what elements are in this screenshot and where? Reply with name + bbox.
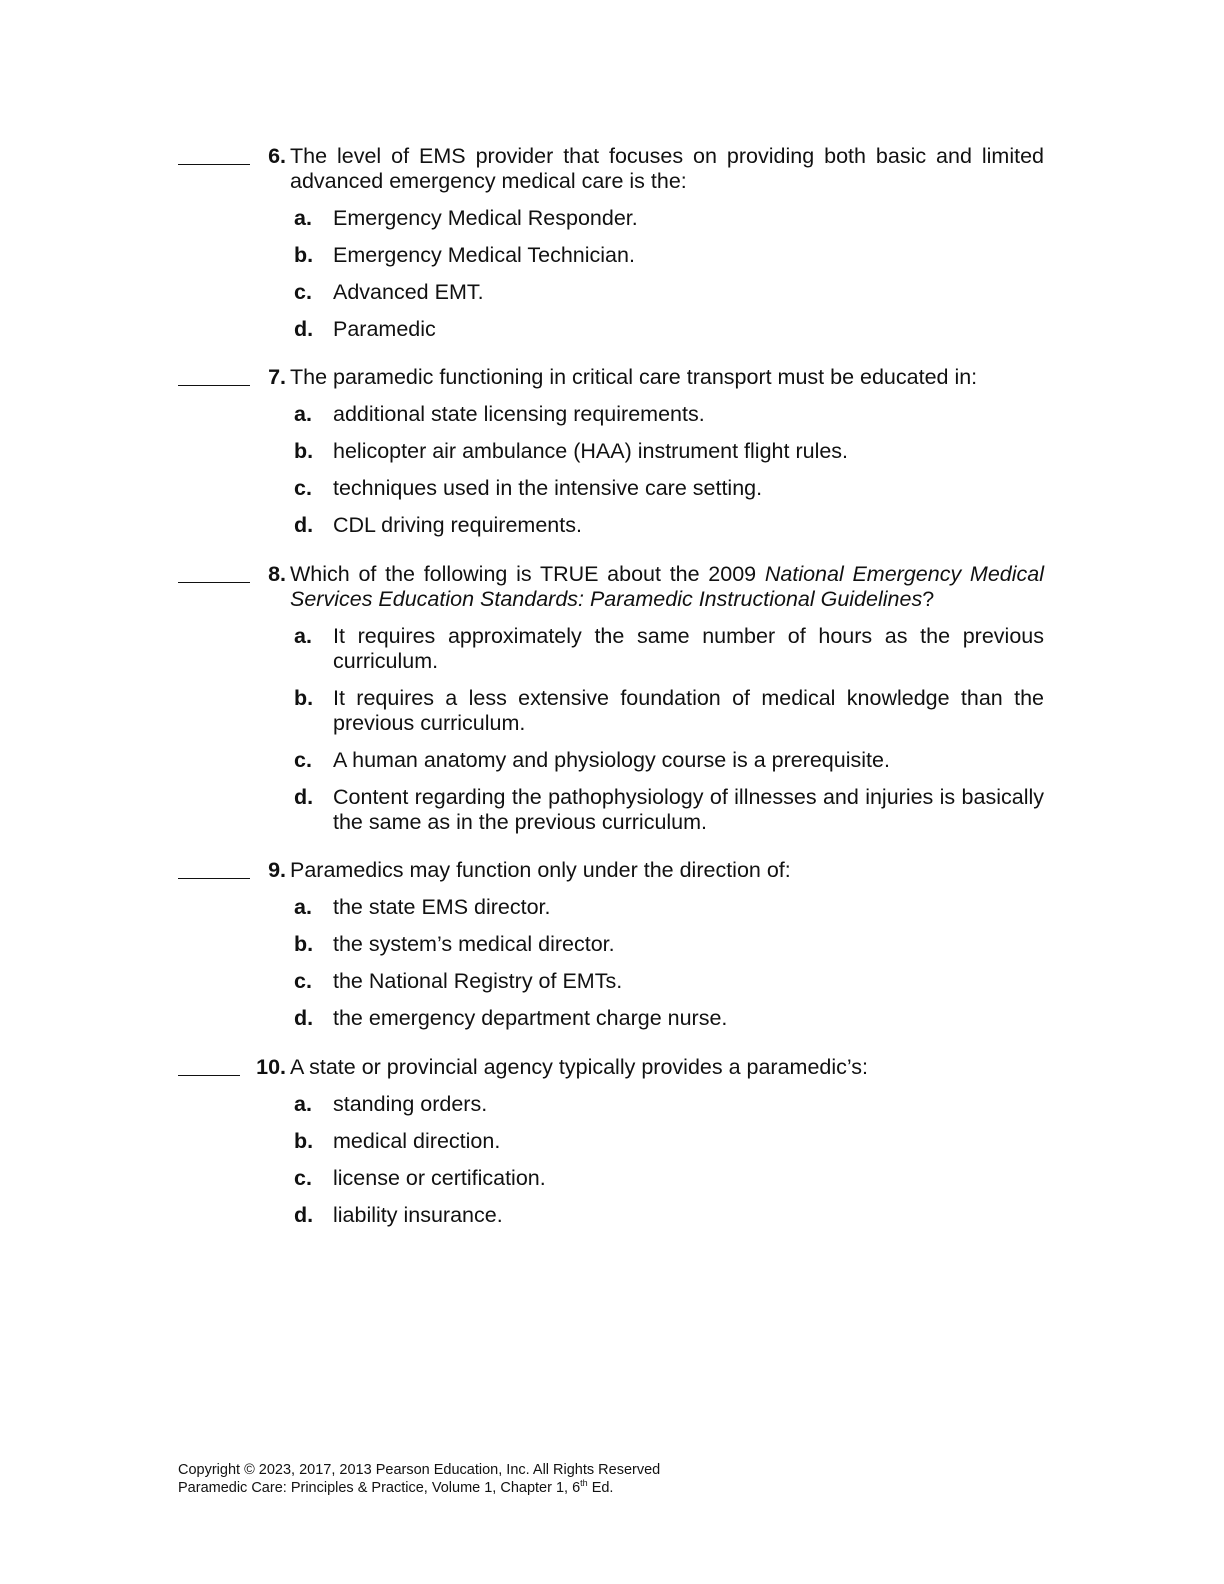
question-stem: A state or provincial agency typically provides a paramedic’s:: [290, 1055, 869, 1079]
option-b: [294, 932, 1044, 957]
question-number: 8.: [268, 562, 286, 586]
option-d: [294, 317, 1044, 342]
option-list: [178, 206, 1044, 342]
option-text: Paramedic: [333, 317, 436, 341]
copyright-line: Copyright © 2023, 2017, 2013 Pearson Education, Inc. All Rights Reserved: [178, 1462, 661, 1478]
option-d: [294, 1006, 1044, 1031]
question-stem-end: ?: [922, 587, 935, 611]
option-b: [294, 439, 1044, 464]
answer-blank-6[interactable]: [178, 144, 250, 165]
option-letter: c.: [294, 969, 312, 993]
option-letter: c.: [294, 280, 312, 304]
option-text: the emergency department charge nurse.: [333, 1006, 728, 1030]
question-stem: [290, 562, 1044, 612]
option-text: A human anatomy and physiology course is a prerequisite.: [333, 748, 890, 772]
option-text: helicopter air ambulance (HAA) instrument flight rules.: [333, 439, 849, 463]
option-b: [294, 686, 1044, 736]
option-b: [294, 1129, 1044, 1154]
option-list: [178, 1092, 1044, 1228]
question-8: [178, 562, 1044, 847]
answer-blank-9[interactable]: [178, 858, 250, 879]
option-letter: a.: [294, 1092, 312, 1116]
option-letter: a.: [294, 206, 312, 230]
option-letter: c.: [294, 748, 312, 772]
question-9: [178, 858, 1044, 1043]
citation-text: Paramedic Care: Principles & Practice, Volume 1, Chapter 1, 6: [178, 1480, 581, 1496]
option-c: [294, 969, 1044, 994]
option-d: [294, 1203, 1044, 1228]
option-text: the state EMS director.: [333, 895, 551, 919]
option-c: [294, 476, 1044, 501]
option-letter: b.: [294, 1129, 314, 1153]
option-d: [294, 785, 1044, 835]
question-number: 7.: [268, 365, 286, 389]
option-b: [294, 243, 1044, 268]
option-letter: a.: [294, 624, 312, 648]
question-6: [178, 144, 1044, 354]
question-stem: Paramedics may function only under the direction of:: [290, 858, 791, 882]
option-text: Advanced EMT.: [333, 280, 484, 304]
option-letter: d.: [294, 785, 314, 809]
option-c: [294, 1166, 1044, 1191]
book-citation: [178, 1479, 660, 1497]
option-list: [178, 624, 1044, 835]
answer-blank-7[interactable]: [178, 365, 250, 386]
option-letter: d.: [294, 317, 314, 341]
ordinal-suffix: th: [580, 1478, 588, 1488]
option-list: [178, 402, 1044, 538]
page-footer: [178, 1461, 660, 1497]
option-text: liability insurance.: [333, 1203, 503, 1227]
option-text: techniques used in the intensive care setting.: [333, 476, 763, 500]
option-letter: b.: [294, 686, 314, 710]
option-letter: b.: [294, 243, 314, 267]
option-text: Emergency Medical Technician.: [333, 243, 635, 267]
option-letter: a.: [294, 895, 312, 919]
option-letter: d.: [294, 513, 314, 537]
question-number: 9.: [268, 858, 286, 882]
publication-title: National Emergency Medical Services Education Standards: Paramedic Instructional Guidelines: [290, 562, 1045, 611]
option-text: the National Registry of EMTs.: [333, 969, 623, 993]
option-c: [294, 748, 1044, 773]
option-letter: c.: [294, 1166, 312, 1190]
question-stem-text: Which of the following is TRUE about the 2009: [290, 562, 765, 586]
option-text: the system’s medical director.: [333, 932, 615, 956]
question-stem: The level of EMS provider that focuses on providing both basic and limited advanced emergency medical care is the:: [290, 144, 1044, 193]
edition-suffix: Ed.: [587, 1480, 614, 1496]
option-a: [294, 624, 1044, 674]
option-a: [294, 1092, 1044, 1117]
option-text: It requires a less extensive foundation of medical knowledge than the previous curriculum.: [333, 686, 1044, 735]
question-10: [178, 1055, 1044, 1240]
answer-blank-8[interactable]: [178, 562, 250, 583]
option-letter: c.: [294, 476, 312, 500]
option-text: It requires approximately the same number of hours as the previous curriculum.: [333, 624, 1044, 673]
option-text: standing orders.: [333, 1092, 488, 1116]
option-text: additional state licensing requirements.: [333, 402, 705, 426]
option-letter: b.: [294, 932, 314, 956]
question-number: 10.: [256, 1055, 286, 1079]
option-d: [294, 513, 1044, 538]
option-text: license or certification.: [333, 1166, 546, 1190]
option-text: CDL driving requirements.: [333, 513, 582, 537]
option-text: medical direction.: [333, 1129, 501, 1153]
option-a: [294, 895, 1044, 920]
option-letter: d.: [294, 1006, 314, 1030]
option-letter: d.: [294, 1203, 314, 1227]
answer-blank-10[interactable]: [178, 1055, 240, 1076]
option-a: [294, 402, 1044, 427]
option-c: [294, 280, 1044, 305]
option-letter: b.: [294, 439, 314, 463]
option-text: Emergency Medical Responder.: [333, 206, 638, 230]
option-text: Content regarding the pathophysiology of illnesses and injuries is basically the same as in the previous curriculum.: [333, 785, 1044, 834]
question-7: [178, 365, 1044, 550]
option-a: [294, 206, 1044, 231]
question-number: 6.: [268, 144, 286, 168]
option-letter: a.: [294, 402, 312, 426]
option-list: [178, 895, 1044, 1031]
question-stem: The paramedic functioning in critical care transport must be educated in:: [290, 365, 978, 389]
